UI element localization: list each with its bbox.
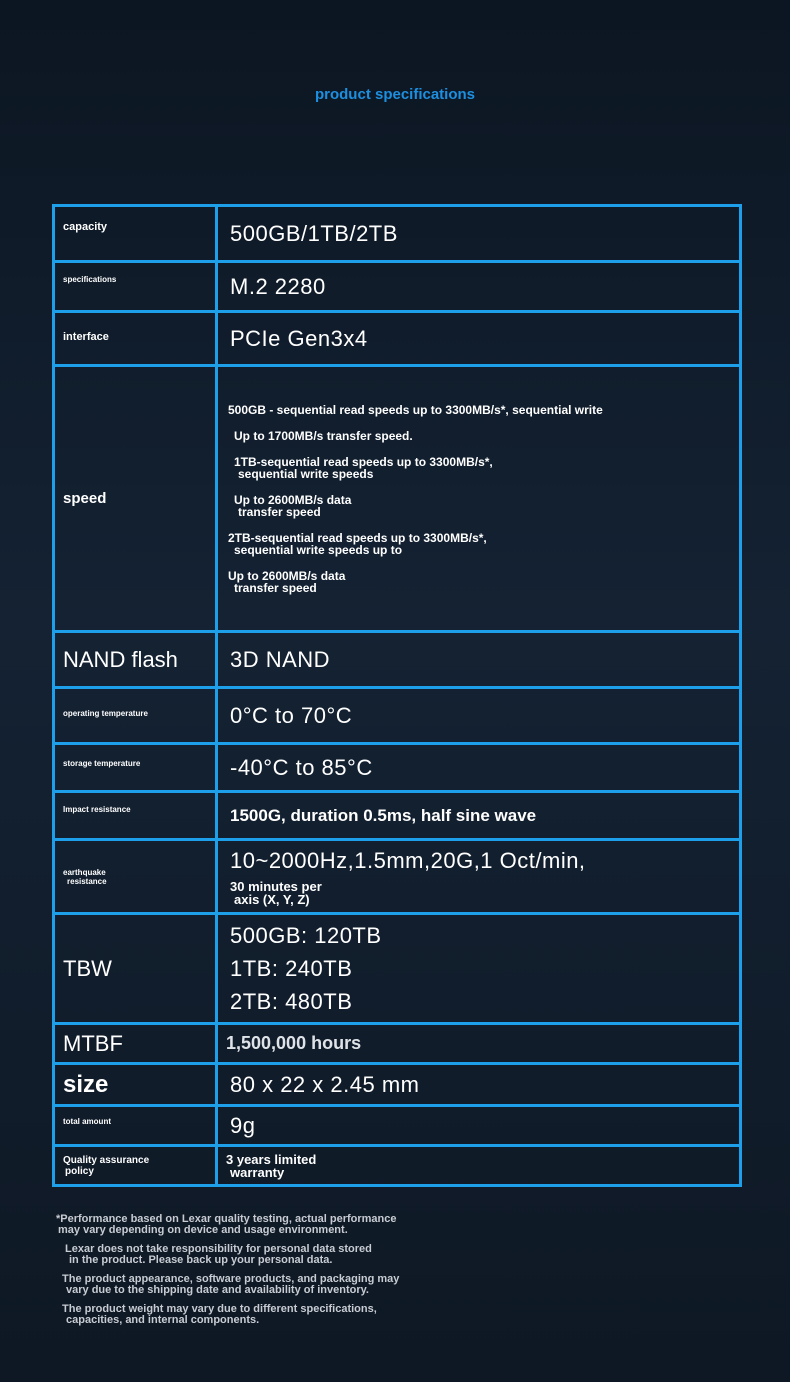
spec-value-storage-temp-text: -40°C to 85°C	[230, 754, 373, 780]
spec-row-impact	[54, 792, 741, 840]
spec-value-mtbf	[217, 1024, 741, 1064]
spec-label-warranty-text: policy	[65, 1165, 94, 1177]
spec-row-specifications	[54, 262, 741, 312]
spec-value-interface	[217, 312, 741, 366]
spec-value-warranty	[217, 1146, 741, 1186]
speed-line: 1TB-sequential read speeds up to 3300MB/s*,	[234, 454, 493, 469]
footnote-line: The product appearance, software products, and packaging may	[62, 1273, 400, 1285]
speed-line: Up to 2600MB/s data	[228, 568, 346, 583]
spec-row-warranty	[54, 1146, 741, 1186]
spec-value-earthquake-sub: axis (X, Y, Z)	[234, 891, 310, 907]
spec-value-operating-temp	[217, 688, 741, 744]
speed-line: sequential write speeds	[238, 466, 374, 481]
spec-row-operating-temp	[54, 688, 741, 744]
spec-value-nand	[217, 632, 741, 688]
speed-line: transfer speed	[234, 580, 317, 595]
spec-row-storage-temp	[54, 744, 741, 792]
spec-label-weight	[54, 1106, 217, 1146]
spec-value-impact-text: 1500G, duration 0.5ms, half sine wave	[230, 805, 537, 825]
spec-value-nand-text: 3D NAND	[230, 646, 331, 672]
spec-value-storage-temp	[217, 744, 741, 792]
spec-value-earthquake-sub: 30 minutes per	[230, 878, 322, 894]
spec-row-nand	[54, 632, 741, 688]
spec-label-earthquake-text: earthquake	[63, 867, 106, 877]
spec-label-specifications-text: specifications	[63, 275, 117, 284]
spec-label-interface	[54, 312, 217, 366]
speed-line: Up to 1700MB/s transfer speed.	[234, 428, 413, 443]
spec-label-operating-temp-text: operating temperature	[63, 709, 148, 718]
footnotes	[56, 1214, 616, 1334]
spec-value-specifications	[217, 262, 741, 312]
spec-label-warranty	[54, 1146, 217, 1186]
footnote-line: *Performance based on Lexar quality testing, actual performance	[56, 1213, 397, 1225]
spec-value-warranty-text: warranty	[230, 1164, 285, 1180]
spec-row-earthquake	[54, 840, 741, 914]
spec-label-impact	[54, 792, 217, 840]
footnote-line: vary due to the shipping date and availability of inventory.	[66, 1284, 369, 1296]
spec-label-capacity	[54, 206, 217, 262]
spec-label-impact-text: Impact resistance	[63, 805, 131, 814]
speed-line: 500GB - sequential read speeds up to 3300MB/s*, sequential write	[228, 402, 603, 417]
tbw-line: 2TB: 480TB	[230, 989, 353, 1014]
footnote	[56, 1214, 616, 1236]
speed-line: Up to 2600MB/s data	[234, 492, 352, 507]
footnote	[56, 1274, 616, 1296]
spec-row-tbw	[54, 914, 741, 1024]
spec-value-mtbf-text: 1,500,000 hours	[226, 1033, 362, 1053]
spec-label-speed	[54, 366, 217, 632]
footnote-line: The product weight may vary due to different specifications,	[62, 1303, 377, 1315]
spec-value-specifications-text: M.2 2280	[230, 273, 326, 299]
spec-value-size	[217, 1064, 741, 1106]
footnote	[56, 1304, 616, 1326]
footnote-line: may vary depending on device and usage environment.	[58, 1224, 348, 1236]
spec-label-storage-temp-text: storage temperature	[63, 759, 141, 768]
spec-label-size-text: size	[63, 1070, 109, 1098]
spec-row-mtbf	[54, 1024, 741, 1064]
spec-value-size-text: 80 x 22 x 2.45 mm	[230, 1071, 420, 1097]
spec-row-interface	[54, 312, 741, 366]
spec-label-earthquake	[54, 840, 217, 914]
spec-label-capacity-text: capacity	[63, 221, 108, 233]
spec-value-impact	[217, 792, 741, 840]
spec-label-storage-temp	[54, 744, 217, 792]
spec-label-size	[54, 1064, 217, 1106]
spec-label-interface-text: interface	[63, 331, 109, 343]
spec-value-weight	[217, 1106, 741, 1146]
tbw-line: 500GB: 120TB	[230, 923, 382, 948]
spec-row-size	[54, 1064, 741, 1106]
spec-label-weight-text: total amount	[63, 1117, 111, 1126]
spec-label-nand	[54, 632, 217, 688]
spec-label-specifications	[54, 262, 217, 312]
spec-value-earthquake-main: 10~2000Hz,1.5mm,20G,1 Oct/min,	[230, 847, 586, 873]
spec-table	[52, 204, 742, 1187]
spec-label-mtbf	[54, 1024, 217, 1064]
page-title: product specifications	[314, 86, 476, 103]
footnote-line: in the product. Please back up your personal data.	[69, 1254, 333, 1266]
speed-line: 2TB-sequential read speeds up to 3300MB/s*,	[228, 530, 487, 545]
spec-label-nand-text: NAND flash	[63, 646, 178, 672]
spec-value-interface-text: PCIe Gen3x4	[230, 325, 368, 351]
spec-label-speed-text: speed	[63, 489, 107, 507]
spec-value-speed	[217, 366, 741, 632]
spec-value-operating-temp-text: 0°C to 70°C	[230, 702, 353, 728]
footnote	[56, 1244, 616, 1266]
spec-value-capacity	[217, 206, 741, 262]
spec-value-earthquake	[217, 840, 741, 914]
spec-label-warranty-text: Quality assurance	[63, 1154, 150, 1166]
spec-label-operating-temp	[54, 688, 217, 744]
speed-line: sequential write speeds up to	[234, 542, 403, 557]
spec-label-earthquake-text: resistance	[67, 876, 107, 886]
spec-row-speed	[54, 366, 741, 632]
spec-label-tbw-text: TBW	[63, 955, 112, 981]
spec-row-weight	[54, 1106, 741, 1146]
footnote-line: capacities, and internal components.	[66, 1314, 260, 1326]
tbw-line: 1TB: 240TB	[230, 956, 353, 981]
spec-value-tbw	[217, 914, 741, 1024]
speed-line: transfer speed	[238, 504, 321, 519]
spec-label-mtbf-text: MTBF	[63, 1030, 123, 1056]
spec-row-capacity	[54, 206, 741, 262]
spec-value-weight-text: 9g	[230, 1112, 256, 1138]
spec-value-capacity-text: 500GB/1TB/2TB	[230, 220, 398, 246]
footnote-line: Lexar does not take responsibility for personal data stored	[65, 1243, 372, 1255]
spec-value-warranty-text: 3 years limited	[226, 1151, 317, 1167]
spec-label-tbw	[54, 914, 217, 1024]
